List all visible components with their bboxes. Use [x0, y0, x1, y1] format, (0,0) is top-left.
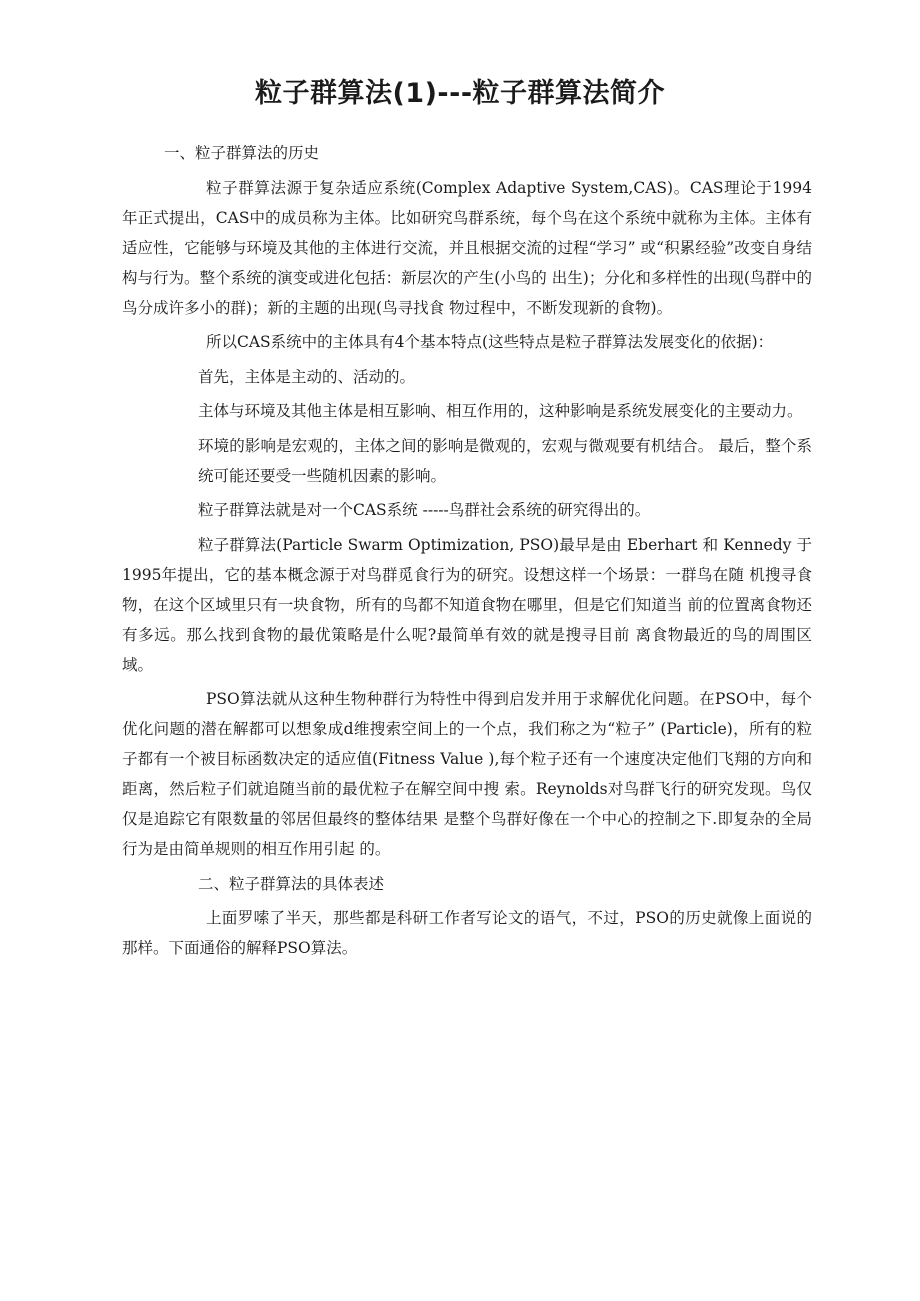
paragraph-cas-origin: 粒子群算法源于复杂适应系统(Complex Adaptive System,CAS)。CAS理论于1994年正式提出，CAS中的成员称为主体。比如研究鸟群系统，每个鸟在这个系统中就称为主体。主体有适应性，它能够与环境及其他的主体进行交流，并且根据交流的过程“学习” 或“积累经验”改变自身结构与行为。整个系统的演变或进化包括：新层次的产生(小鸟的 出生)；分化和多样性的出现(鸟群中的鸟分成许多小的群)；新的主题的出现(鸟寻找食 物过程中，不断发现新的食物)。	[122, 178, 812, 317]
feature-point-1: 首先，主体是主动的、活动的。	[198, 367, 416, 386]
feature-point-3: 环境的影响是宏观的，主体之间的影响是微观的，宏观与微观要有机结合。 最后，整个系统可能还要受一些随机因素的影响。	[198, 436, 812, 485]
section-heading-description: 二、粒子群算法的具体表述	[198, 874, 385, 893]
feature-point-4: 粒子群算法就是对一个CAS系统 -----鸟群社会系统的研究得出的。	[198, 501, 651, 519]
section-heading-history: 一、粒子群算法的历史	[164, 144, 320, 162]
document-title: 粒子群算法(1)---粒子群算法简介	[254, 78, 666, 109]
document-body	[122, 138, 812, 968]
paragraph-pso-concept: PSO算法就从这种生物种群行为特性中得到启发并用于求解优化问题。在PSO中，每个优化问题的潜在解都可以想象成d维搜索空间上的一个点，我们称之为“粒子” (Particle)，所有的粒子都有一个被目标函数决定的适应值(Fitness Value ),每个粒子还有一个速度决定他们飞翔的方向和距离，然后粒子们就追随当前的最优粒子在解空间中搜 索。Reynolds对鸟群飞行的研究发现。鸟仅仅是追踪它有限数量的邻居但最终的整体结果 是整个鸟群好像在一个中心的控制之下.即复杂的全局行为是由简单规则的相互作用引起 的。	[122, 690, 812, 858]
paragraph-pso-origin: 粒子群算法(Particle Swarm Optimization, PSO)最早是由 Eberhart 和 Kennedy 于 1995年提出，它的基本概念源于对鸟群觅食行为的研究。设想这样一个场景：一群鸟在随 机搜寻食物，在这个区域里只有一块食物，所有的鸟都不知道食物在哪里，但是它们知道当 前的位置离食物还有多远。那么找到食物的最优策略是什么呢?最简单有效的就是搜寻目前 离食物最近的鸟的周围区域。	[122, 535, 812, 674]
paragraph-cas-features: 所以CAS系统中的主体具有4个基本特点(这些特点是粒子群算法发展变化的依据)：	[206, 333, 774, 351]
paragraph-pso-intro: 上面罗嗦了半天，那些都是科研工作者写论文的语气，不过，PSO的历史就像上面说的那样。下面通俗的解释PSO算法。	[122, 909, 812, 957]
feature-point-2: 主体与环境及其他主体是相互影响、相互作用的，这种影响是系统发展变化的主要动力。	[198, 402, 803, 420]
